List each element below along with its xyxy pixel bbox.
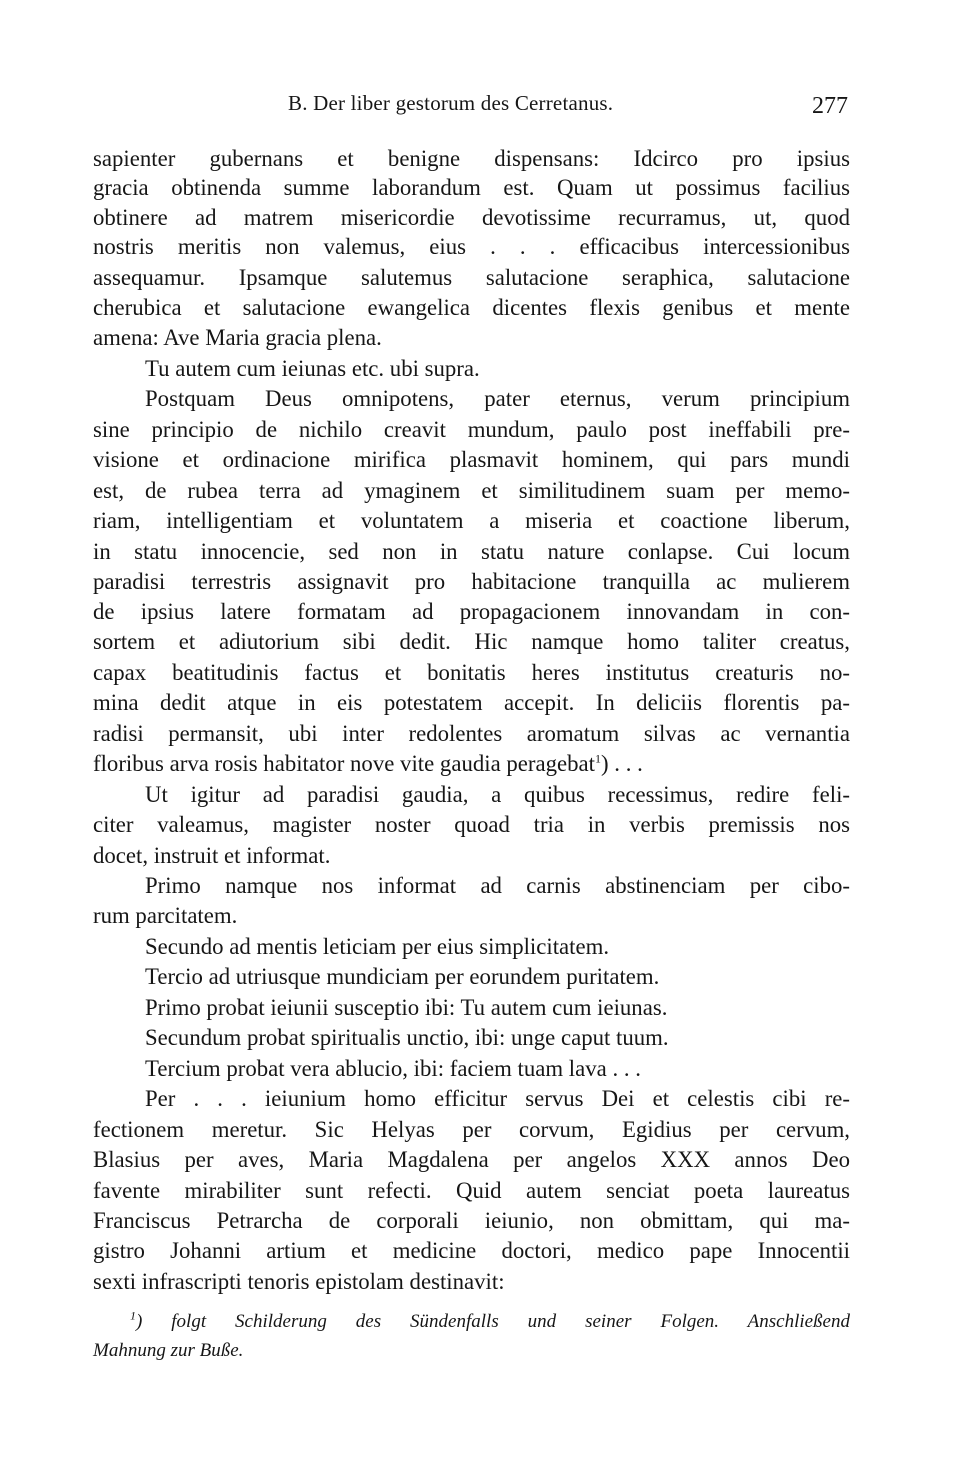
- text-line: Tercio ad utriusque mundiciam per eorundem puritatem.: [145, 964, 660, 989]
- text-line: assequamur. Ipsamque salutemus salutacione seraphica, salutacione: [93, 265, 850, 290]
- text-line: Franciscus Petrarcha de corporali ieiunio, non obmittam, qui ma-: [93, 1208, 850, 1233]
- text-line: Blasius per aves, Maria Magdalena per angelos XXX annos Deo: [93, 1147, 850, 1172]
- text-line: capax beatitudinis factus et bonitatis heres institutus creaturis no-: [93, 660, 850, 685]
- text-line: in statu innocencie, sed non in statu nature conlapse. Cui locum: [93, 539, 850, 564]
- footnote-reference: 1: [595, 751, 601, 766]
- text-line: Tercium probat vera ablucio, ibi: faciem tuam lava . . .: [145, 1056, 641, 1081]
- text-line: Per . . . ieiunium homo efficitur servus Dei et celestis cibi re-: [145, 1086, 850, 1111]
- text-line: cherubica et salutacione ewangelica dicentes flexis genibus et mente: [93, 295, 850, 320]
- text-line: obtinere ad matrem misericordie devotissime recurramus, ut, quod: [93, 205, 850, 230]
- text-line: mina dedit atque in eis potestatem accepit. In deliciis florentis pa-: [93, 690, 850, 715]
- text-line: docet, instruit et informat.: [93, 843, 331, 868]
- text-line: favente mirabiliter sunt refecti. Quid autem senciat poeta laureatus: [93, 1178, 850, 1203]
- text-line: Secundo ad mentis leticiam per eius simplicitatem.: [145, 934, 610, 959]
- text-line: est, de rubea terra ad ymaginem et similitudinem suam per memo-: [93, 478, 850, 503]
- text-line: fectionem meretur. Sic Helyas per corvum, Egidius per cervum,: [93, 1117, 850, 1142]
- text-line: Postquam Deus omnipotens, pater eternus, verum principium: [145, 386, 850, 411]
- text-line-with-footnote-ref: [93, 750, 850, 778]
- text-line: sine principio de nichilo creavit mundum, paulo post ineffabili pre-: [93, 417, 850, 442]
- footnote-line: [130, 1308, 850, 1333]
- text-line-segment: floribus arva rosis habitator nove vite gaudia peragebat: [93, 751, 595, 776]
- text-line: paradisi terrestris assignavit pro habitacione tranquilla ac mulierem: [93, 569, 850, 594]
- text-line: de ipsius latere formatam ad propagacionem innovandam in con-: [93, 599, 850, 624]
- text-line: Tu autem cum ieiunas etc. ubi supra.: [145, 356, 480, 381]
- footnote-line: Mahnung zur Buße.: [93, 1340, 244, 1361]
- running-header-title: B. Der liber gestorum des Cerretanus.: [288, 91, 614, 115]
- text-line: visione et ordinacione mirifica plasmavit hominem, qui pars mundi: [93, 447, 850, 472]
- text-line: citer valeamus, magister noster quoad tria in verbis premissis nos: [93, 812, 850, 837]
- text-line: Ut igitur ad paradisi gaudia, a quibus recessimus, redire feli-: [145, 782, 850, 807]
- text-line: rum parcitatem.: [93, 903, 238, 928]
- text-line: gistro Johanni artium et medicine doctori, medico pape Innocentii: [93, 1238, 850, 1263]
- footnote-marker: 1: [130, 1308, 136, 1323]
- text-line-tail: ) . . .: [601, 751, 643, 776]
- text-line: sexti infrascripti tenoris epistolam destinavit:: [93, 1269, 505, 1294]
- text-line: radisi permansit, ubi inter redolentes aromatum silvas ac vernantia: [93, 721, 850, 746]
- text-line: nostris meritis non valemus, eius . . . efficacibus intercessionibus: [93, 234, 850, 259]
- text-line: sapienter gubernans et benigne dispensans: Idcirco pro ipsius: [93, 146, 850, 171]
- text-line: Primo probat ieiunii susceptio ibi: Tu autem cum ieiunas.: [145, 995, 668, 1020]
- text-line: amena: Ave Maria gracia plena.: [93, 325, 382, 350]
- page-number: 277: [812, 93, 848, 119]
- text-line: sortem et adiutorium sibi dedit. Hic namque homo taliter creatus,: [93, 629, 850, 654]
- text-line: gracia obtinenda summe laborandum est. Quam ut possimus facilius: [93, 175, 850, 200]
- text-line: riam, intelligentiam et voluntatem a miseria et coactione liberum,: [93, 508, 850, 533]
- text-line: Primo namque nos informat ad carnis abstinenciam per cibo-: [145, 873, 850, 898]
- footnote-text: ) folgt Schilderung des Sündenfalls und seiner Folgen. Anschließend: [136, 1311, 850, 1332]
- text-line: Secundum probat spiritualis unctio, ibi: unge caput tuum.: [145, 1025, 669, 1050]
